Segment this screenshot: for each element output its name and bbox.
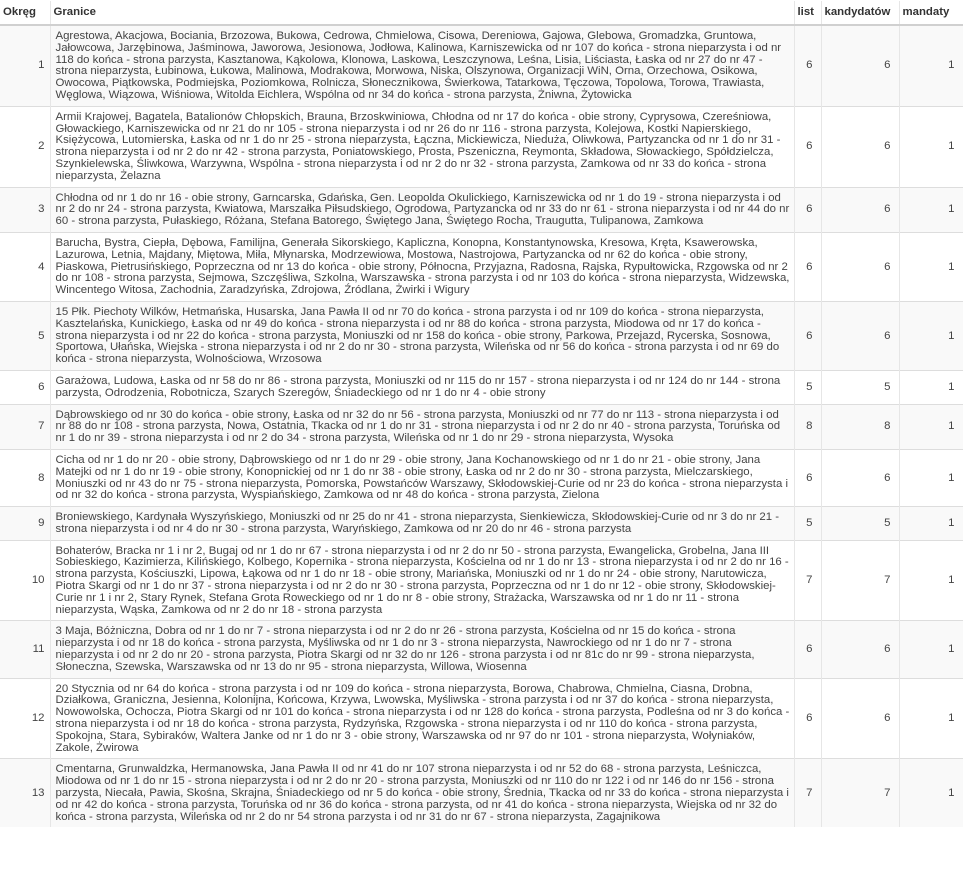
cell-mandaty: 1 <box>899 507 963 541</box>
cell-mandaty: 1 <box>899 540 963 621</box>
table-row <box>0 449 963 506</box>
cell-list: 6 <box>794 301 821 370</box>
table-row <box>0 621 963 678</box>
cell-mandaty: 1 <box>899 404 963 449</box>
cell-granice: Barucha, Bystra, Ciepła, Dębowa, Familijna, Generała Sikorskiego, Kapliczna, Konopna, Konstantynowska, Kresowa, Kręta, Ksawerowska, Lazurowa, Letnia, Majdany, Miętowa, Miła, Młynarska, Modrzewiowa, Mostowa, Nastrojowa, Partyzancka od nr 62 do końca - obie strony, Piaskowa, Pietrusińskiego, Poprzeczna od nr 13 do końca - obie strony, Północna, Przyjazna, Radosna, Rajska, Rypułtowicka, Rzgowska od nr 2 do nr 108 - strona parzysta, Sejmowa, Szczęśliwa, Szkolna, Warszawska - strona parzysta i od nr 103 do końca - strona nieparzysta, Widzewska, Wincentego Witosa, Zachodnia, Zaradzyńska, Zdrojowa, Źródlana, Żwirki i Wigury <box>50 232 794 301</box>
table-row <box>0 187 963 232</box>
cell-okreg: 13 <box>0 759 50 827</box>
cell-granice: Cmentarna, Grunwaldzka, Hermanowska, Jana Pawła II od nr 41 do nr 107 strona nieparzysta i od nr 52 do 68 - strona parzysta, Leśniczca, Miodowa od nr 1 do nr 15 - strona nieparzysta i od nr 2 do nr 20 - strona parzysta, Moniuszki od nr 110 do nr 122 i od nr 146 do nr 156 - strona parzysta, Niecała, Pawia, Skośna, Skrajna, Śniadeckiego od nr 5 do końca - obie strony, Średnia, Tkacka od nr 33 do końca - strona nieparzysta i od nr 42 do końca - strona parzysta, Toruńska od nr 36 do końca - strona parzysta, od nr 41 do końca - strona nieparzysta, Wiejska od nr 32 do końca - strona parzysta, Wileńska od nr 2 do nr 54 strona parzysta i od nr 31 do nr 67 - strona nieparzysta, Zagajnikowa <box>50 759 794 827</box>
cell-mandaty: 1 <box>899 25 963 106</box>
cell-okreg: 12 <box>0 678 50 759</box>
cell-okreg: 2 <box>0 106 50 187</box>
cell-kandydatow: 6 <box>821 232 899 301</box>
table-row <box>0 232 963 301</box>
cell-kandydatow: 7 <box>821 759 899 827</box>
cell-okreg: 8 <box>0 449 50 506</box>
cell-kandydatow: 7 <box>821 540 899 621</box>
cell-kandydatow: 6 <box>821 621 899 678</box>
cell-kandydatow: 6 <box>821 449 899 506</box>
cell-granice: Chłodna od nr 1 do nr 16 - obie strony, Garncarska, Gdańska, Gen. Leopolda Okulickiego, Karniszewicka od nr 1 do 19 - strona nieparzysta i od nr 2 do nr 24 - strona parzysta, Kwiatowa, Marszałka Piłsudskiego, Ogrodowa, Partyzancka od nr 33 do nr 61 - strona nieparzysta i od nr 44 do nr 60 - strona parzysta, Pułaskiego, Różana, Stefana Batorego, Świętego Jana, Świętego Rocha, Traugutta, Tulipanowa, Zamkowa <box>50 187 794 232</box>
cell-mandaty: 1 <box>899 187 963 232</box>
cell-list: 6 <box>794 25 821 106</box>
cell-okreg: 5 <box>0 301 50 370</box>
cell-okreg: 1 <box>0 25 50 106</box>
table-row <box>0 301 963 370</box>
cell-granice: Dąbrowskiego od nr 30 do końca - obie strony, Łaska od nr 32 do nr 56 - strona parzysta, Moniuszki od nr 77 do nr 113 - strona nieparzysta i od nr 88 do nr 108 - strona parzysta, Nowa, Ostatnia, Tkacka od nr 1 do nr 31 - strona nieparzysta i od nr 2 do nr 40 - strona parzysta, Toruńska od nr 1 do nr 39 - strona nieparzysta i od nr 2 do 34 - strona parzysta, Wileńska od nr 1 do nr 29 - strona nieparzysta, Wysoka <box>50 404 794 449</box>
cell-mandaty: 1 <box>899 449 963 506</box>
cell-okreg: 6 <box>0 370 50 404</box>
cell-kandydatow: 6 <box>821 25 899 106</box>
table-row <box>0 759 963 827</box>
cell-mandaty: 1 <box>899 759 963 827</box>
table-row <box>0 507 963 541</box>
table-body <box>0 25 963 827</box>
cell-mandaty: 1 <box>899 232 963 301</box>
cell-list: 6 <box>794 106 821 187</box>
cell-mandaty: 1 <box>899 370 963 404</box>
cell-list: 5 <box>794 507 821 541</box>
table-row <box>0 106 963 187</box>
cell-okreg: 4 <box>0 232 50 301</box>
cell-kandydatow: 5 <box>821 370 899 404</box>
table-row <box>0 25 963 106</box>
cell-list: 6 <box>794 232 821 301</box>
cell-granice: Broniewskiego, Kardynała Wyszyńskiego, Moniuszki od nr 25 do nr 41 - strona nieparzysta, Sienkiewicza, Skłodowskiej-Curie od nr 3 do nr 21 - strona nieparzysta i od nr 4 do nr 30 - strona parzysta, Waryńskiego, Zamkowa od nr 20 do nr 46 - strona parzysta <box>50 507 794 541</box>
cell-okreg: 9 <box>0 507 50 541</box>
cell-granice: Bohaterów, Bracka nr 1 i nr 2, Bugaj od nr 1 do nr 67 - strona nieparzysta i od nr 2 do nr 50 - strona parzysta, Ewangelicka, Grobelna, Jana III Sobieskiego, Kazimierza, Kilińskiego, Kolbego, Kopernika - strona nieparzysta, Kościelna od nr 1 do nr 13 - strona nieparzysta i od nr 2 do nr 16 - strona parzysta, Kościuszki, Lipowa, Łąkowa od nr 1 do nr 18 - obie strony, Mariańska, Moniuszki od nr 1 do nr 24 - obie strony, Narutowicza, Piotra Skargi od nr 1 do nr 37 - strona nieparzysta i od nr 2 do nr 30 - strona parzysta, Poprzeczna od nr 1 do nr 12 - obie strony, Skłodowskiej-Curie nr 1 i nr 2, Stary Rynek, Stefana Grota Roweckiego od nr 1 do nr 8 - obie strony, Strażacka, Warszawska od nr 1 do nr 11 - strona nieparzysta, Wąska, Zamkowa od nr 2 do nr 18 - strona parzysta <box>50 540 794 621</box>
header-kandydatow[interactable]: kandydatów <box>821 1 899 25</box>
cell-granice: Cicha od nr 1 do nr 20 - obie strony, Dąbrowskiego od nr 1 do nr 29 - obie strony, Jana Kochanowskiego od nr 1 do nr 21 - obie strony, Jana Matejki od nr 1 do nr 19 - obie strony, Konopnickiej od nr 1 do nr 38 - obie strony, Łaska od nr 2 do nr 30 - strona parzysta, Mielczarskiego, Moniuszki od nr 43 do nr 75 - strona nieparzysta, Pomorska, Powstańców Warszawy, Skłodowskiej-Curie od nr 23 do końca - strona nieparzysta i od nr 32 do końca - strona parzysta, Wyspiańskiego, Zamkowa od nr 48 do końca - strona parzysta, Zielona <box>50 449 794 506</box>
cell-list: 7 <box>794 759 821 827</box>
header-granice[interactable]: Granice <box>50 1 794 25</box>
cell-okreg: 10 <box>0 540 50 621</box>
cell-kandydatow: 6 <box>821 187 899 232</box>
table-row <box>0 540 963 621</box>
cell-granice: Agrestowa, Akacjowa, Bociania, Brzozowa, Bukowa, Cedrowa, Chmielowa, Cisowa, Dereniowa, Gajowa, Glebowa, Gromadzka, Gruntowa, Jałowcowa, Jarzębinowa, Jaśminowa, Jaworowa, Jesionowa, Jodłowa, Kalinowa, Karniszewicka od nr 107 do końca - strona nieparzysta i od nr 118 do końca - strona parzysta, Kasztanowa, Kąkolowa, Klonowa, Laskowa, Leszczynowa, Leśna, Lisia, Liściasta, Łaska od nr 27 do nr 47 - strona nieparzysta, Łubinowa, Łukowa, Malinowa, Modrakowa, Morwowa, Niska, Olszynowa, Organizacji WiN, Orna, Orzechowa, Osikowa, Owocowa, Piątkowska, Podmiejska, Poziomkowa, Rolnicza, Słonecznikowa, Świerkowa, Tatarkowa, Tęczowa, Topolowa, Torowa, Trawiasta, Węglowa, Wiązowa, Wiśniowa, Witolda Eichlera, Wspólna od nr 34 do końca - strona parzysta, Żniwna, Żytowicka <box>50 25 794 106</box>
cell-kandydatow: 6 <box>821 301 899 370</box>
cell-okreg: 3 <box>0 187 50 232</box>
cell-okreg: 11 <box>0 621 50 678</box>
cell-mandaty: 1 <box>899 621 963 678</box>
table-row <box>0 678 963 759</box>
cell-list: 6 <box>794 449 821 506</box>
cell-mandaty: 1 <box>899 678 963 759</box>
cell-okreg: 7 <box>0 404 50 449</box>
cell-granice: 15 Płk. Piechoty Wilków, Hetmańska, Husarska, Jana Pawła II od nr 70 do końca - strona parzysta i od nr 109 do końca - strona nieparzysta, Kasztelańska, Kunickiego, Łaska od nr 49 do końca - strona nieparzysta i od nr 88 do końca - strona parzysta, Miodowa od nr 17 do końca - strona nieparzysta i od nr 22 do końca - strona parzysta, Moniuszki od nr 158 do końca - obie strony, Parkowa, Przejazd, Rycerska, Sosnowa, Sportowa, Ułańska, Wiejska - strona nieparzysta i od nr 2 do nr 30 - strona parzysta, Wileńska od nr 56 do końca - strona parzysta i od nr 69 do końca - strona nieparzysta, Wolnościowa, Wrzosowa <box>50 301 794 370</box>
cell-list: 6 <box>794 621 821 678</box>
table-row <box>0 404 963 449</box>
cell-mandaty: 1 <box>899 106 963 187</box>
cell-granice: Garażowa, Ludowa, Łaska od nr 58 do nr 86 - strona parzysta, Moniuszki od nr 115 do nr 157 - strona nieparzysta i od nr 124 do nr 144 - strona parzysta, Odrodzenia, Robotnicza, Szarych Szeregów, Śniadeckiego od nr 1 do nr 4 - obie strony <box>50 370 794 404</box>
header-okreg[interactable]: Okręg <box>0 1 50 25</box>
cell-kandydatow: 6 <box>821 106 899 187</box>
cell-mandaty: 1 <box>899 301 963 370</box>
table-row <box>0 370 963 404</box>
cell-granice: Armii Krajowej, Bagatela, Batalionów Chłopskich, Brauna, Brzoskwiniowa, Chłodna od nr 17 do końca - obie strony, Cyprysowa, Czereśniowa, Głowackiego, Karniszewicka od nr 21 do nr 105 - strona nieparzysta i od nr 26 do nr 116 - strona parzysta, Kolejowa, Kostki Napierskiego, Księżycowa, Lutomierska, Łaska od nr 1 do nr 25 - strona nieparzysta, Łączna, Mickiewicza, Nieduża, Oliwkowa, Partyzancka od nr 1 do nr 31 - strona nieparzysta i od nr 2 do nr 42 - strona parzysta, Poniatowskiego, Prosta, Pszeniczna, Reymonta, Składowa, Słowackiego, Spółdzielcza, Szynkielewska, Śliwkowa, Warzywna, Wspólna - strona nieparzysta i od nr 2 do nr 32 - strona parzysta, Zamkowa od nr 33 do końca - strona nieparzysta, Żelazna <box>50 106 794 187</box>
cell-list: 6 <box>794 187 821 232</box>
districts-table <box>0 1 963 827</box>
cell-kandydatow: 8 <box>821 404 899 449</box>
cell-list: 6 <box>794 678 821 759</box>
header-list[interactable]: list <box>794 1 821 25</box>
header-mandaty[interactable]: mandaty <box>899 1 963 25</box>
cell-kandydatow: 5 <box>821 507 899 541</box>
cell-granice: 3 Maja, Bóżniczna, Dobra od nr 1 do nr 7 - strona nieparzysta i od nr 2 do nr 26 - strona parzysta, Kościelna od nr 15 do końca - strona nieparzysta i od nr 18 do końca - strona parzysta, Myśliwska od nr 1 do nr 3 - strona nieparzysta, Nawrockiego od nr 1 do nr 7 - strona nieparzysta i od nr 2 do nr 20 - strona parzysta, Piotra Skargi od nr 32 do nr 126 - strona parzysta i od nr 81c do nr 99 - strona nieparzysta, Słoneczna, Szewska, Warszawska od nr 13 do nr 95 - strona nieparzysta, Willowa, Wiosenna <box>50 621 794 678</box>
cell-list: 5 <box>794 370 821 404</box>
table-header <box>0 1 963 25</box>
cell-list: 8 <box>794 404 821 449</box>
header-row <box>0 1 963 25</box>
cell-kandydatow: 6 <box>821 678 899 759</box>
cell-granice: 20 Stycznia od nr 64 do końca - strona parzysta i od nr 109 do końca - strona nieparzysta, Borowa, Chabrowa, Chmielna, Ciasna, Drobna, Działkowa, Graniczna, Jesienna, Kolonijna, Końcowa, Krzywa, Lwowska, Myśliwska - strona parzysta i od nr 37 do końca - strona nieparzysta, Nowowolska, Ochocza, Piotra Skargi od nr 101 do końca - strona nieparzysta i od nr 128 do końca - strona parzysta, Podleśna od nr 3 do końca - strona nieparzysta i od nr 18 do końca - strona parzysta, Rydzyńska, Rzgowska - strona nieparzysta i od nr 110 do końca - strona parzysta, Spokojna, Stara, Sybiraków, Waltera Janke od nr 1 do nr 3 - obie strony, Warszawska od nr 97 do nr 101 - strona nieparzysta, Wołyniaków, Zakole, Żwirowa <box>50 678 794 759</box>
cell-list: 7 <box>794 540 821 621</box>
